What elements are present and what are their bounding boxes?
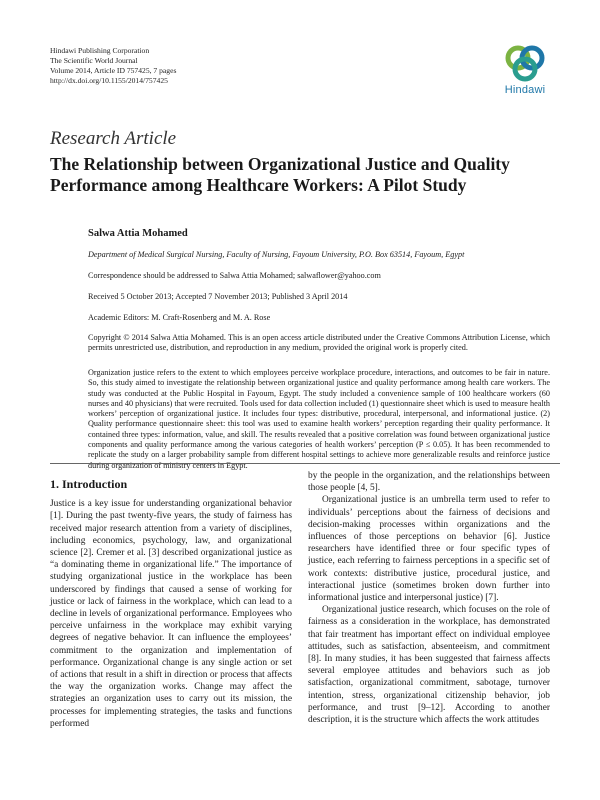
article-title: The Relationship between Organizational Justice and Quality Performance among Healthcare Workers: A Pilot Study	[50, 154, 510, 195]
paragraph: Justice is a key issue for understanding organizational behavior [1]. During the past twenty-five years, the study of fairness has received major research attention from a variety of disciplines, including economics, psychology, law, and organizational science [2]. Cremer et al. [3] described organizational justice as “a dominating theme in organizational life.” The importance of studying organizational justice in the workplace has been underscored by findings that caused a sense of working for justice or lack of fairness in the workplace, which can lead to a decline in levels of organizational performance. Employees who perceive unfairness in the workplace may exhibit varying degrees of negative behavior. It can influence the employees’ commitment to the organization and implementation of performance. Organizational change is any single action or set of actions that result in a shift in direction or process that affects the way the organization works. Change may affect the strategies an organization uses to carry out its mission, the processes for implementing strategies, the tasks and functions performed	[50, 499, 292, 729]
copyright-notice: Copyright © 2014 Salwa Attia Mohamed. This is an open access article distributed under the Creative Commons Attribution License, which permits unrestricted use, distribution, and reproduction in any medium, provided the original work is properly cited.	[88, 333, 550, 353]
abstract-text: Organization justice refers to the extent to which employees perceive workplace procedure, interactions, and outcomes to be fair in nature. So, this study aimed to investigate the relationship between organizational justice and quality performance among health care workers. The study was conducted at the Public Hospital in Fayoum, Egypt. The study included a convenience sample of 100 healthcare workers (60 nurses and 40 physicians) that were recruited. Tools used for data collection included (1) questionnaire sheet which is used to measure health workers’ perception of organizational justice. It includes four types: distributive, procedural, interpersonal, and informational justice. (2) Quality performance questionnaire sheet: this tool was used to examine health workers’ perception regarding their quality performance. It contained three types: information, value, and skill. The results revealed that a positive correlation was found between organizational justice components and quality performance among the various categories of health workers’ perception (P ≤ 0.05). It has been recommended to replicate the study on a larger probability sample from different hospital settings to achieve more generalizable results and reinforce justice during organization of ministry centers in Egypt.	[88, 368, 550, 470]
paragraph: Organizational justice is an umbrella term used to refer to individuals’ perceptions about the fairness of decisions and decision-making processes within organizations and the influences of those perceptions on behavior [6]. Justice researchers have identified three or four specific types of justice, each referring to fairness perceptions in a specific set of work contexts: distributive justice, procedural justice, and interactional justice (sometimes broken down further into informational justice and interpersonal justice) [7].	[308, 495, 550, 604]
author-affiliation: Department of Medical Surgical Nursing, Faculty of Nursing, Fayoum University, P.O. Box 63514, Fayoum, Egypt	[88, 250, 465, 259]
paragraph: Organizational justice research, which focuses on the role of fairness as a consideration in the workplace, has demonstrated that fair treatment has important effect on individual employee attitudes, such as satisfaction, absenteeism, and commitment [8]. In many studies, it has been suggested that fairness affects several employee attitudes and behaviors such as job satisfaction, organizational commitment, sabotage, turnover intention, stress, organizational citizenship behavior, job performance, and trust [9–12]. According to another description, it is the structure which affects the work attitudes	[308, 605, 550, 726]
paragraph: by the people in the organization, and the relationships between those people [4, 5].	[308, 471, 550, 494]
hindawi-logo-icon	[503, 44, 547, 84]
academic-editors: Academic Editors: M. Craft-Rosenberg and M. A. Rose	[88, 313, 271, 322]
right-column	[308, 470, 550, 726]
correspondence-line: Correspondence should be addressed to Salwa Attia Mohamed; salwaflower@yahoo.com	[88, 271, 381, 280]
volume-line: Volume 2014, Article ID 757425, 7 pages	[50, 66, 177, 75]
hindawi-logo	[493, 44, 557, 96]
logo-wordmark: Hindawi	[504, 84, 546, 96]
author-name: Salwa Attia Mohamed	[88, 228, 188, 239]
section-heading: 1. Introduction	[50, 477, 128, 491]
journal-meta	[50, 46, 176, 86]
journal-name: The Scientific World Journal	[50, 56, 138, 65]
left-column	[50, 478, 292, 730]
article-type: Research Article	[50, 128, 177, 149]
doi-link[interactable]: http://dx.doi.org/10.1155/2014/757425	[50, 76, 168, 85]
publication-dates: Received 5 October 2013; Accepted 7 November 2013; Published 3 April 2014	[88, 292, 348, 301]
section-divider	[50, 463, 560, 464]
publisher-name: Hindawi Publishing Corporation	[50, 46, 150, 55]
